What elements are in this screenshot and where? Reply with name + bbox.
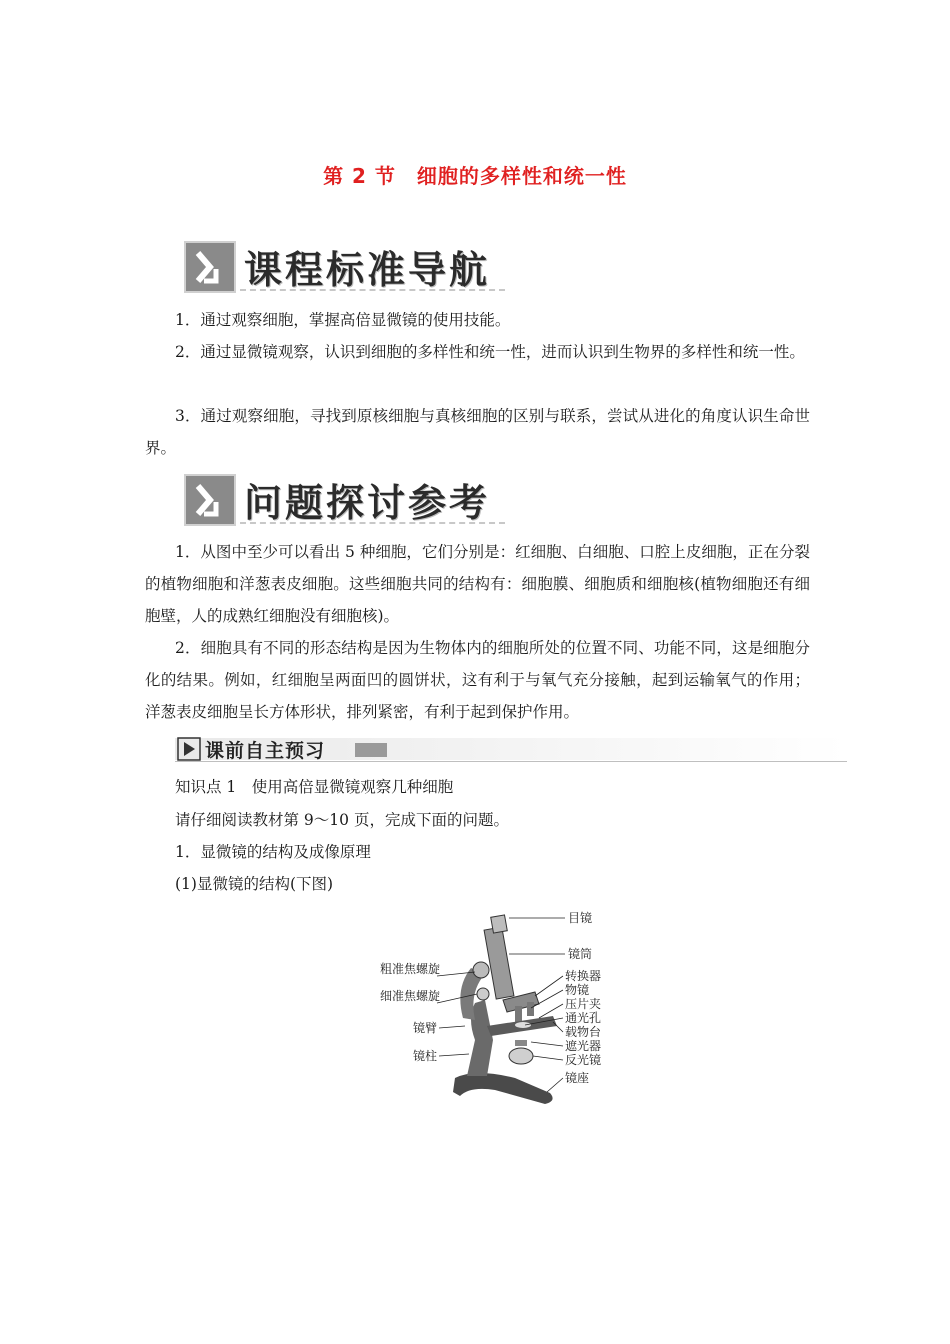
microscope-diagram: [375, 908, 615, 1108]
label-aperture: 通光孔: [565, 1011, 602, 1025]
arrow-icon: [184, 474, 236, 526]
arrow-icon: [184, 241, 236, 293]
instruction-text: 请仔细阅读教材第 9～10 页，完成下面的问题。: [175, 811, 509, 829]
standard-item: 2．通过显微镜观察，认识到细胞的多样性和统一性，进而认识到生物界的多样性和统一性。: [175, 343, 805, 361]
label-tube: 镜筒: [568, 947, 593, 961]
label-clip: 压片夹: [565, 997, 602, 1011]
label-objective: 物镜: [565, 983, 590, 997]
page-title: 第 2 节 细胞的多样性和统一性: [323, 164, 627, 188]
discussion-item: 2．细胞具有不同的形态结构是因为生物体内的细胞所处的位置不同、功能不同，这是细胞分化的结果。例如，红细胞呈两面凹的圆饼状，这有利于与氧气充分接触，起到运输氧气的作用；洋葱表皮细胞呈长方体形状，排列紧密，有利于起到保护作用。: [145, 639, 810, 721]
preview-heading: 课前自主预习: [205, 740, 326, 762]
standard-item: 1．通过观察细胞，掌握高倍显微镜的使用技能。: [175, 311, 511, 329]
discussion-item: 1．从图中至少可以看出 5 种细胞，它们分别是：红细胞、白细胞、口腔上皮细胞，正在分裂的植物细胞和洋葱表皮细胞。这些细胞共同的结构有：细胞膜、细胞质和细胞核(植物细胞还有细胞壁，人的成熟红细胞没有细胞核)。: [145, 543, 810, 625]
label-fine-focus: 细准焦螺旋: [380, 989, 441, 1003]
label-mirror: 反光镜: [565, 1053, 602, 1067]
label-arm: 镜臂: [413, 1021, 438, 1035]
banner-divider: [240, 289, 505, 291]
play-arrow-icon: [177, 737, 201, 761]
banner-title: 课程标准导航: [244, 248, 491, 292]
sub-heading: (1)显微镜的结构(下图): [175, 875, 334, 893]
preview-heading-bar: [175, 734, 847, 764]
heading-accent-block: [355, 743, 387, 757]
discussion-banner: [180, 470, 505, 526]
course-standards-banner: [180, 237, 505, 293]
label-eyepiece: 目镜: [568, 911, 593, 925]
label-diaphragm: 遮光器: [565, 1039, 602, 1053]
section-heading: 1．显微镜的结构及成像原理: [175, 843, 371, 861]
label-coarse-focus: 粗准焦螺旋: [380, 962, 441, 976]
label-stage: 载物台: [565, 1025, 602, 1039]
knowledge-point-title: 知识点 1 使用高倍显微镜观察几种细胞: [175, 778, 454, 796]
banner-divider: [240, 522, 505, 524]
banner-title: 问题探讨参考: [244, 481, 491, 525]
label-nosepiece: 转换器: [565, 969, 602, 983]
label-pillar: 镜柱: [413, 1049, 438, 1063]
standard-item: 3．通过观察细胞，寻找到原核细胞与真核细胞的区别与联系，尝试从进化的角度认识生命世界。: [145, 407, 810, 457]
label-base: 镜座: [565, 1071, 590, 1085]
